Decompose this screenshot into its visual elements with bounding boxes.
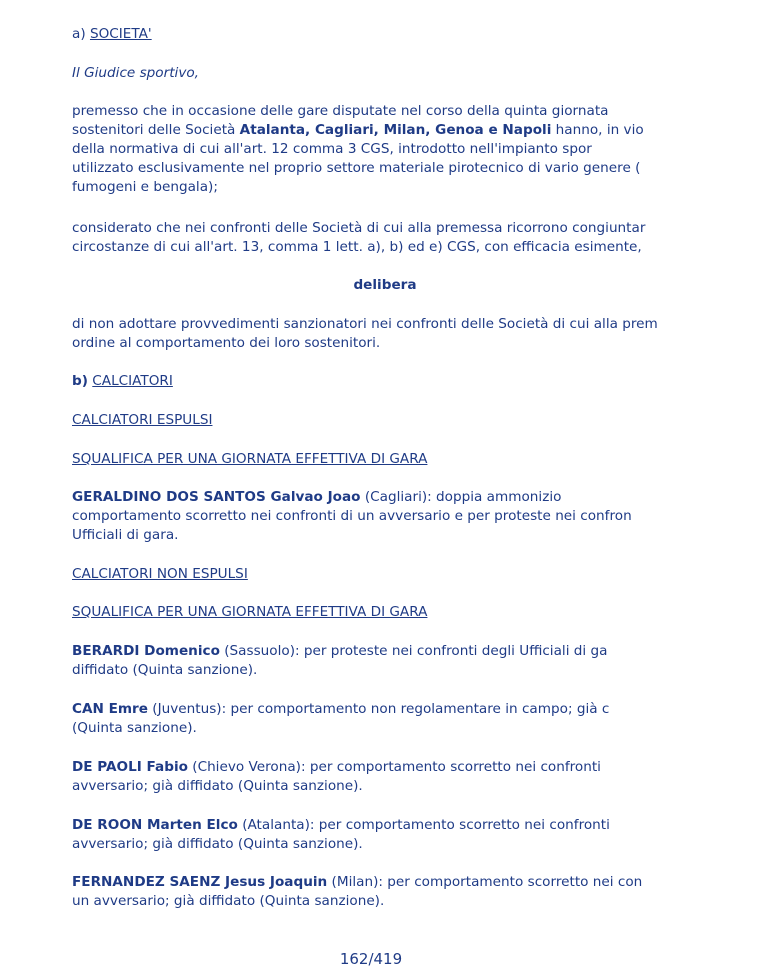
- premesso-line-4: utilizzato esclusivamente nel proprio settore materiale pirotecnico di vario genere (: [72, 160, 641, 176]
- player-line-1: [72, 700, 672, 719]
- considerato-line-2: circostanze di cui all'art. 13, comma 1 lett. a), b) ed e) CGS, con efficacia esimente,: [72, 239, 642, 255]
- section-b-prefix: b): [72, 373, 88, 389]
- squalifica-heading-2: SQUALIFICA PER UNA GIORNATA EFFETTIVA DI GARA: [72, 604, 428, 620]
- player-line-1: [72, 642, 672, 661]
- player-line-2: avversario; già diffidato (Quinta sanzione).: [72, 778, 363, 794]
- premesso-line-2: [72, 121, 672, 140]
- section-a-title: SOCIETA': [89, 26, 152, 42]
- geraldino-line-3: Ufficiali di gara.: [72, 527, 179, 543]
- page-number: 162/419: [339, 950, 403, 968]
- section-a-heading: [72, 25, 672, 44]
- player-line-1-rest: (Juventus): per comportamento non regolamentare in campo; già c: [147, 701, 610, 717]
- section-b-heading: [72, 372, 672, 391]
- player-line-2: avversario; già diffidato (Quinta sanzione).: [72, 836, 363, 852]
- geraldino-entry: [72, 488, 672, 545]
- player-entry: [72, 642, 672, 680]
- player-line-1-rest: (Milan): per comportamento scorretto nei con: [327, 874, 643, 890]
- decision-line-2: ordine al comportamento dei loro sostenitori.: [72, 335, 381, 351]
- player-line-2: un avversario; già diffidato (Quinta sanzione).: [72, 893, 385, 909]
- decision-line-1: di non adottare provvedimenti sanzionatori nei confronti delle Società di cui alla prem: [72, 316, 658, 332]
- player-line-1-rest: (Chievo Verona): per comportamento scorretto nei confronti: [187, 759, 601, 775]
- player-entry: [72, 873, 672, 911]
- squalifica-heading-1: SQUALIFICA PER UNA GIORNATA EFFETTIVA DI GARA: [72, 451, 428, 467]
- player-name: DE ROON Marten Elco: [72, 817, 238, 833]
- player-line-1: [72, 873, 672, 892]
- player-name: CAN Emre: [72, 701, 148, 717]
- premesso-line-2-c: hanno, in vio: [551, 122, 644, 138]
- player-entry: [72, 758, 672, 796]
- decision-paragraph: [72, 315, 672, 353]
- player-name: BERARDI Domenico: [72, 643, 220, 659]
- player-name: GERALDINO DOS SANTOS Galvao Joao: [72, 489, 361, 505]
- player-line-1-rest: (Sassuolo): per proteste nei confronti degli Ufficiali di ga: [219, 643, 608, 659]
- premesso-line-1: premesso che in occasione delle gare disputate nel corso della quinta giornata: [72, 103, 609, 119]
- judge-line: Il Giudice sportivo,: [72, 65, 200, 81]
- player-entry: [72, 700, 672, 738]
- geraldino-line-1-rest: (Cagliari): doppia ammonizio: [360, 489, 562, 505]
- player-line-2: (Quinta sanzione).: [72, 720, 197, 736]
- player-entry: [72, 816, 672, 854]
- player-name: DE PAOLI Fabio: [72, 759, 188, 775]
- player-line-1: [72, 758, 672, 777]
- geraldino-line-1: [72, 488, 672, 507]
- premesso-line-3: della normativa di cui all'art. 12 comma 3 CGS, introdotto nell'impianto spor: [72, 141, 592, 157]
- player-line-2: diffidato (Quinta sanzione).: [72, 662, 258, 678]
- premesso-paragraph: [72, 102, 672, 197]
- geraldino-line-2: comportamento scorretto nei confronti di un avversario e per proteste nei confron: [72, 508, 632, 524]
- non-espulsi-heading: CALCIATORI NON ESPULSI: [72, 566, 248, 582]
- player-line-1: [72, 816, 672, 835]
- section-a-prefix: a): [72, 26, 86, 42]
- player-line-1-rest: (Atalanta): per comportamento scorretto nei confronti: [237, 817, 610, 833]
- premesso-line-2-a: sostenitori delle Società: [72, 122, 240, 138]
- section-b-title: CALCIATORI: [92, 373, 173, 389]
- considerato-paragraph: [72, 219, 672, 257]
- clubs-list: Atalanta, Cagliari, Milan, Genoa e Napoli: [239, 122, 552, 138]
- player-name: FERNANDEZ SAENZ Jesus Joaquin: [72, 874, 328, 890]
- considerato-line-1: considerato che nei confronti delle Società di cui alla premessa ricorrono congiuntar: [72, 220, 646, 236]
- espulsi-heading: CALCIATORI ESPULSI: [72, 412, 213, 428]
- premesso-line-5: fumogeni e bengala);: [72, 179, 218, 195]
- delibera-heading: delibera: [353, 277, 417, 293]
